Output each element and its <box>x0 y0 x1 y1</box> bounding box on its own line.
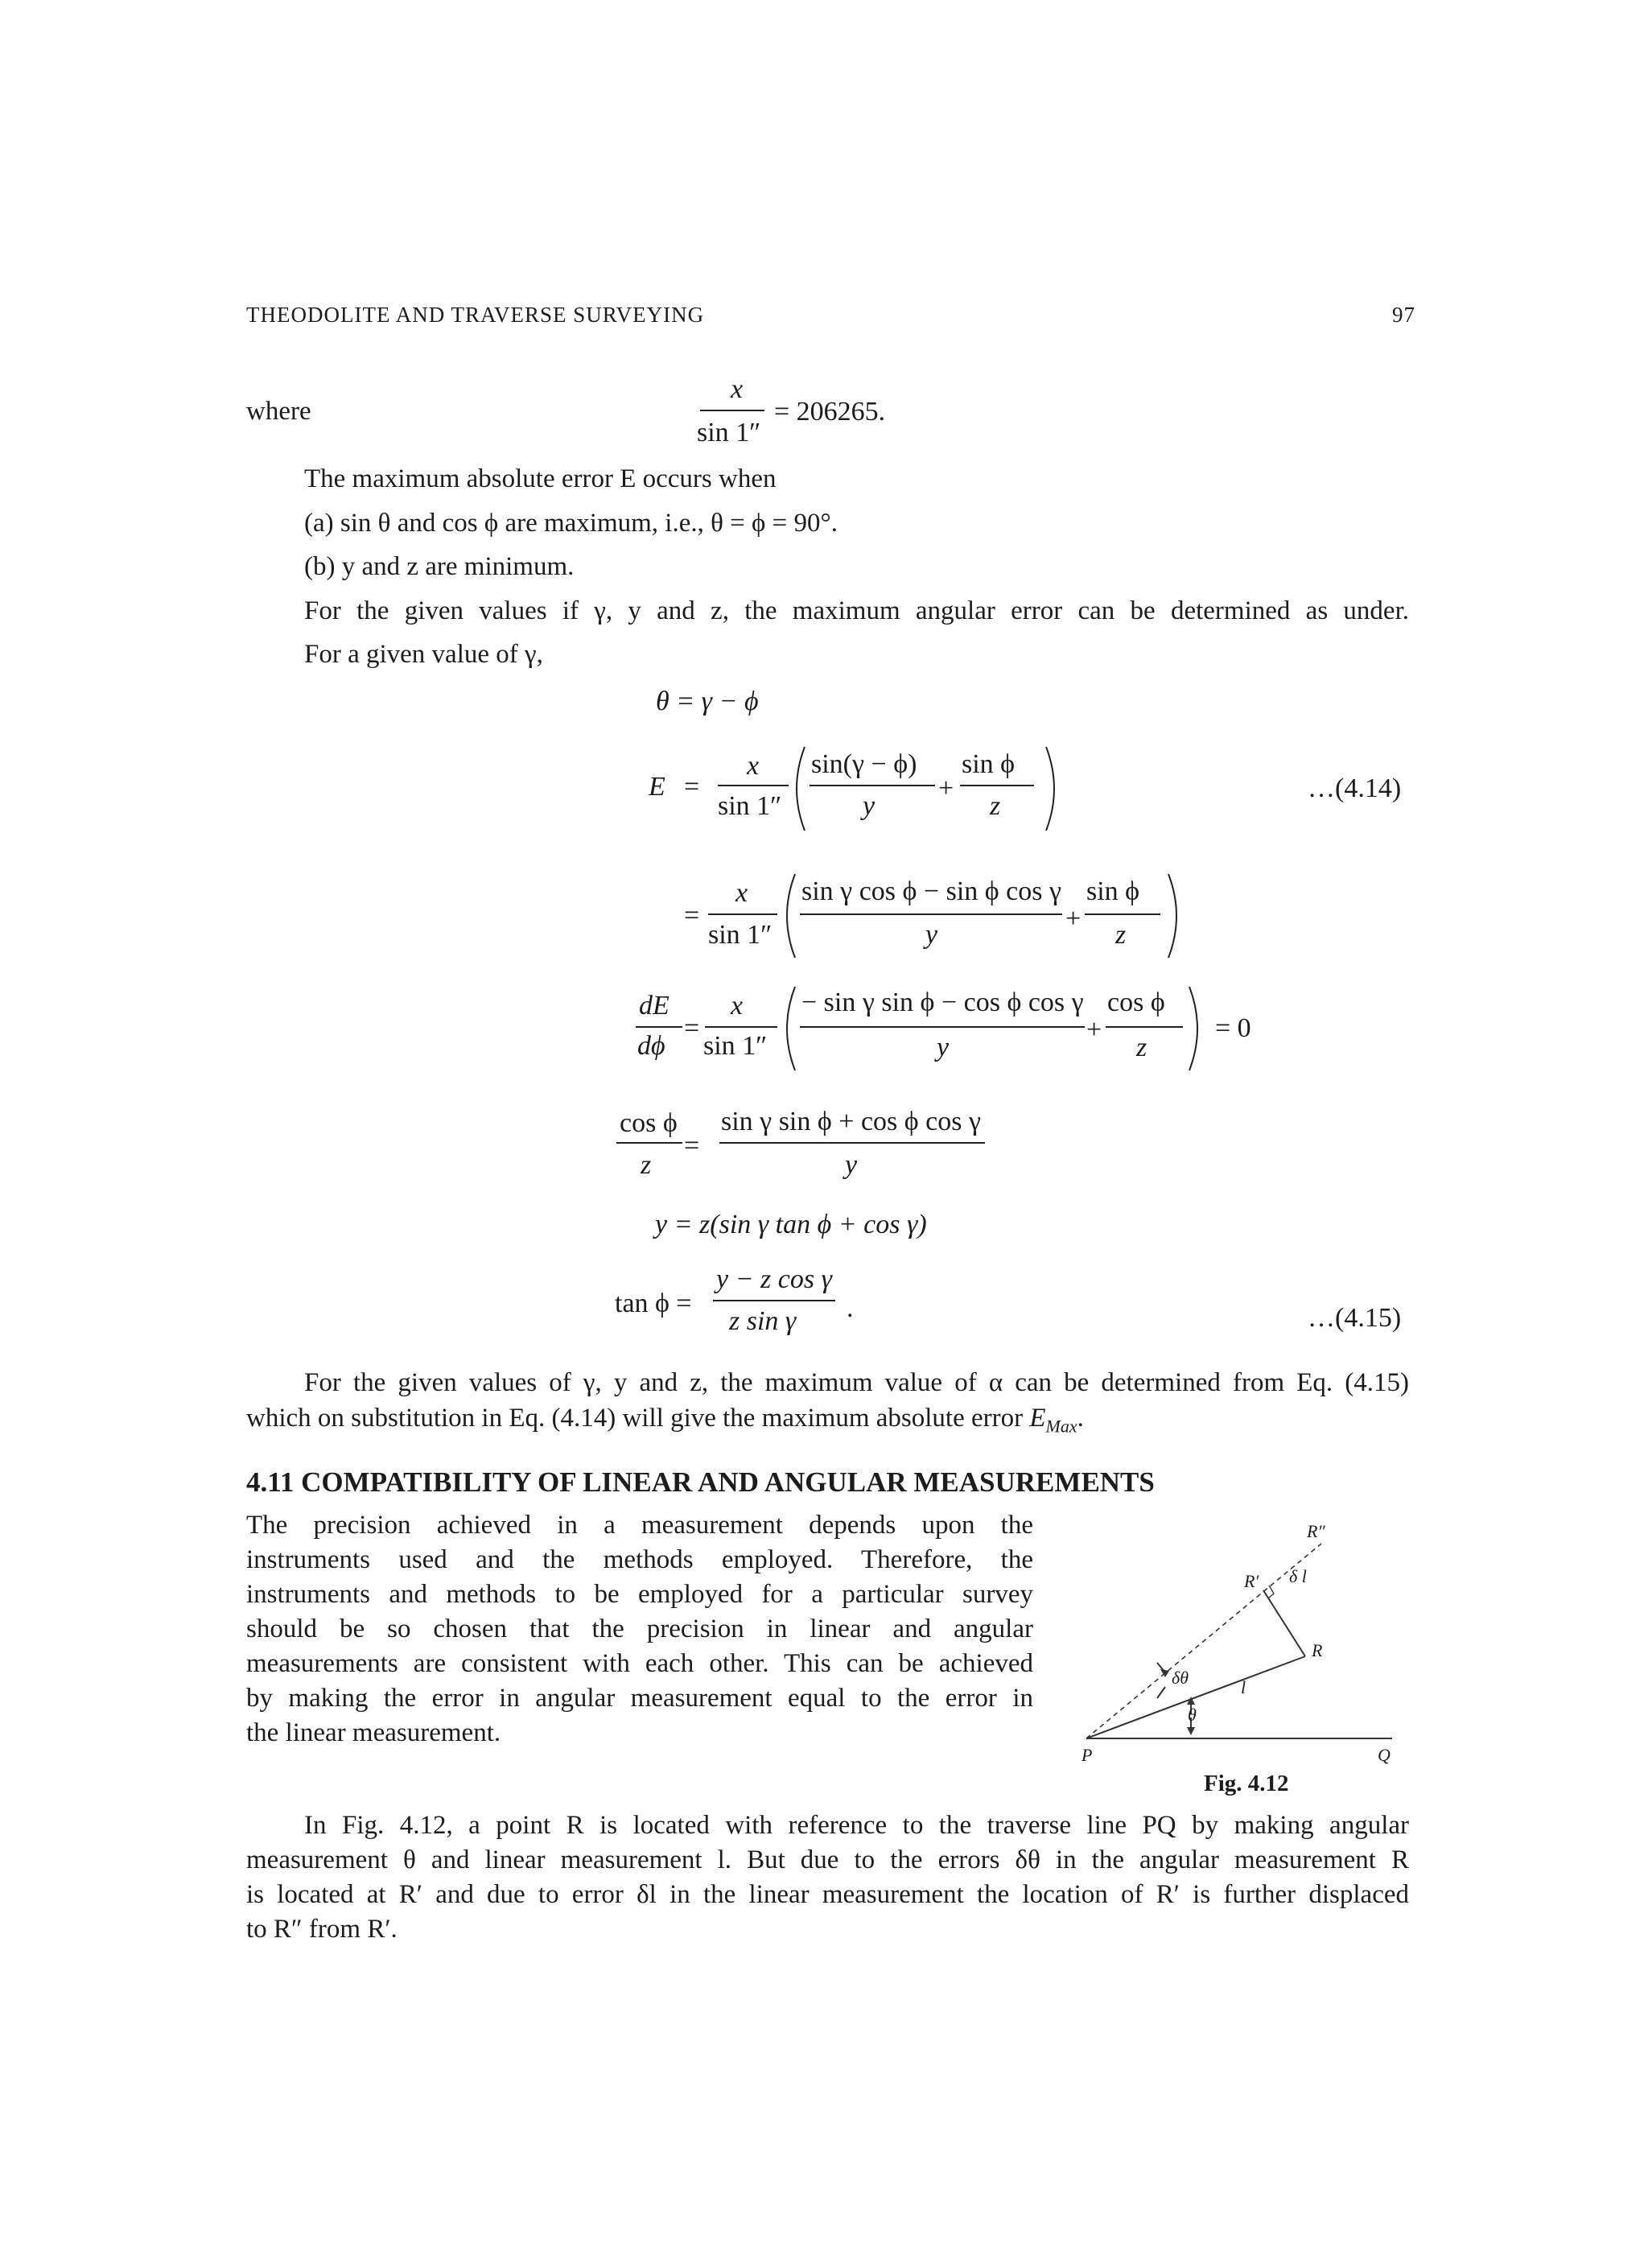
para1-line2 <box>246 1404 1084 1437</box>
sin1-den-1: sin 1″ <box>718 791 782 821</box>
para1-end: . <box>1077 1404 1084 1433</box>
cos-phi-1: cos ϕ <box>1107 988 1165 1017</box>
para1-line2-text: which on substitution in Eq. (4.14) will give the maximum absolute error <box>246 1404 1030 1433</box>
constant-equation <box>692 367 950 456</box>
z-den-4: z <box>641 1150 652 1180</box>
y-den-4: y <box>845 1150 858 1180</box>
paren-right-1 <box>1046 747 1054 831</box>
const-numerator: x <box>731 374 744 404</box>
para2-line: should be so chosen that the precision in linear and angular <box>246 1614 1033 1643</box>
label-R: R <box>1312 1640 1323 1660</box>
tan-phi-label: tan ϕ = <box>615 1289 692 1318</box>
where-label: where <box>246 397 311 426</box>
label-P: P <box>1082 1745 1093 1765</box>
para2-line: by making the error in angular measurement equal to the error in <box>246 1684 1033 1713</box>
eq-number-414: …(4.14) <box>1308 773 1402 803</box>
label-l: l <box>1241 1677 1246 1697</box>
x-num-2: x <box>735 878 748 908</box>
sin-phi-1: sin ϕ <box>962 749 1016 779</box>
para1-line1: For the given values of γ, y and z, the maximum value of α can be determined from Eq. (4.15) <box>304 1368 1409 1397</box>
sin1-den-2: sin 1″ <box>708 920 772 950</box>
tan-numerator: y − z cos γ <box>716 1264 832 1294</box>
para2-line: the linear measurement. <box>246 1718 501 1747</box>
para2-line: The precision achieved in a measurement depends upon the <box>246 1511 1033 1540</box>
y-den-1: y <box>863 791 876 821</box>
x-num-1: x <box>747 751 760 781</box>
label-R-double-prime: R″ <box>1307 1521 1325 1541</box>
figure-4-12 <box>1062 1513 1400 1803</box>
label-delta-theta: δθ <box>1172 1668 1189 1688</box>
plus-1: + <box>938 773 954 803</box>
equals-1: = <box>684 772 700 802</box>
paren-left-2 <box>787 874 795 958</box>
plus-3: + <box>1086 1015 1102 1045</box>
derivative-numerator: − sin γ sin ϕ − cos ϕ cos γ <box>801 988 1084 1017</box>
ratio-numerator: sin γ sin ϕ + cos ϕ cos γ <box>721 1107 982 1136</box>
para3-line: measurement θ and linear measurement l. But due to the errors δθ in the angular measurement R <box>246 1845 1409 1874</box>
label-R-prime: R′ <box>1244 1571 1259 1591</box>
section-heading: 4.11 COMPATIBILITY OF LINEAR AND ANGULAR MEASUREMENTS <box>246 1466 1155 1498</box>
E-max-subscript: Max <box>1045 1416 1077 1437</box>
const-denominator: sin 1″ <box>697 418 761 447</box>
sin-phi-2: sin ϕ <box>1086 876 1140 906</box>
sin-gamma-minus-phi: sin(γ − ϕ) <box>811 749 917 779</box>
max-error-line: The maximum absolute error E occurs when <box>304 464 777 493</box>
para2-line: instruments and methods to be employed for a particular survey <box>246 1580 1033 1609</box>
z-den-1: z <box>990 791 1001 821</box>
equation-block <box>241 676 1416 1336</box>
compatibility-paragraph <box>246 1508 1033 1750</box>
theta-arrowhead-down <box>1187 1727 1195 1735</box>
line-R1-R <box>1263 1590 1305 1656</box>
const-rhs: = 206265. <box>774 397 886 427</box>
paren-right-3 <box>1189 987 1197 1070</box>
para3-line: In Fig. 4.12, a point R is located with reference to the traverse line PQ by making angular <box>304 1811 1409 1840</box>
given-gamma-line: For a given value of γ, <box>304 640 543 669</box>
para3-line: to R″ from R′. <box>246 1915 398 1944</box>
condition-b: (b) y and z are minimum. <box>304 552 575 581</box>
label-theta: θ <box>1188 1705 1197 1725</box>
para3-line: is located at R′ and due to error δl in the linear measurement the location of R′ is further displaced <box>246 1880 1409 1909</box>
E-max-symbol: E <box>1029 1404 1046 1433</box>
E-symbol: E <box>649 772 665 802</box>
equals-3: = <box>684 1013 700 1043</box>
dphi-den: dϕ <box>637 1031 665 1061</box>
equals-zero: = 0 <box>1215 1013 1251 1043</box>
line-PR <box>1086 1656 1305 1738</box>
dE-num: dE <box>639 991 670 1021</box>
expanded-numerator: sin γ cos ϕ − sin ϕ cos γ <box>801 876 1062 906</box>
z-den-3: z <box>1136 1033 1147 1062</box>
line-PR-dashed <box>1086 1544 1321 1738</box>
para2-line: instruments used and the methods employed. Therefore, the <box>246 1545 1033 1574</box>
equals-4: = <box>684 1131 700 1161</box>
para2-line: measurements are consistent with each other. This can be achieved <box>246 1649 1033 1678</box>
y-den-2: y <box>925 920 938 950</box>
tan-dot: . <box>847 1293 854 1323</box>
label-Q: Q <box>1378 1745 1390 1765</box>
cos-phi-2: cos ϕ <box>620 1108 678 1138</box>
running-header-title: THEODOLITE AND TRAVERSE SURVEYING <box>246 303 705 327</box>
paren-left-1 <box>797 747 805 831</box>
condition-a: (a) sin θ and cos ϕ are maximum, i.e., θ = ϕ = 90°. <box>304 509 838 538</box>
dtheta-arrow-2 <box>1157 1687 1165 1698</box>
plus-2: + <box>1065 904 1082 934</box>
y-equation: y = z(sin γ tan ϕ + cos γ) <box>655 1210 927 1239</box>
page-number: 97 <box>1392 303 1415 327</box>
label-delta-l: δ l <box>1289 1566 1307 1586</box>
equals-2: = <box>684 901 700 930</box>
tan-denominator: z sin γ <box>729 1306 797 1336</box>
x-num-3: x <box>731 991 744 1021</box>
given-values-line: For the given values if γ, y and z, the maximum angular error can be determined as under. <box>304 596 1409 625</box>
sin1-den-3: sin 1″ <box>703 1031 768 1061</box>
figure-caption: Fig. 4.12 <box>1204 1771 1289 1796</box>
paren-left-3 <box>787 987 795 1070</box>
eq-number-415: …(4.15) <box>1308 1303 1402 1333</box>
final-paragraph <box>246 1808 1409 1947</box>
theta-definition: θ = γ − ϕ <box>656 687 759 716</box>
right-angle-mark <box>1268 1586 1274 1598</box>
z-den-2: z <box>1115 920 1127 950</box>
y-den-3: y <box>937 1033 950 1062</box>
paren-right-2 <box>1168 874 1176 958</box>
